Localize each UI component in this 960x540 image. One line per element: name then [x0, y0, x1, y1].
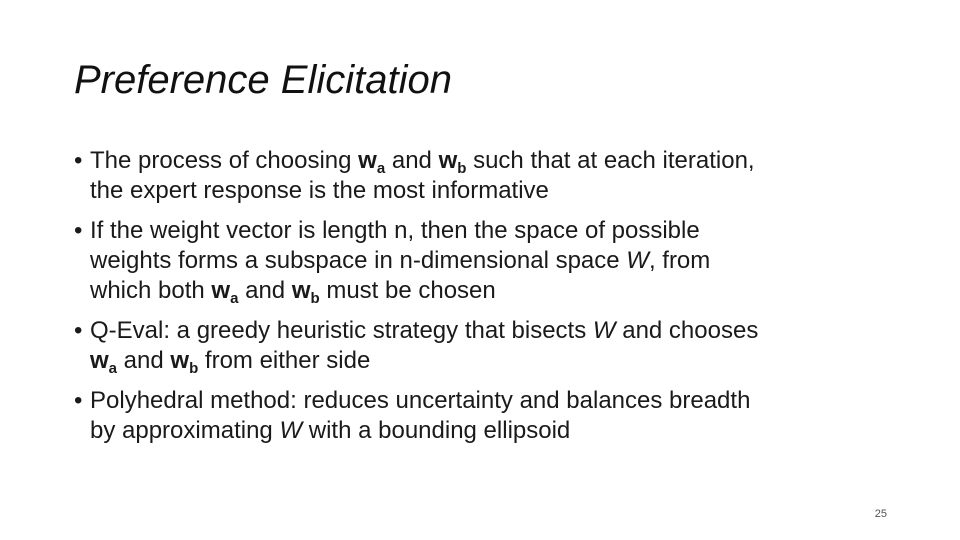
bullet-line: $w_a$ and $w_b$ from either side	[90, 347, 371, 377]
bullet-line: by approximating W with a bounding ellipsoid	[90, 417, 571, 444]
bullet-item	[74, 216, 904, 306]
bullet-line: weights forms a subspace in n-dimensional space W, from	[90, 247, 711, 274]
bullet-line: Q-Eval: a greedy heuristic strategy that bisects W and chooses	[90, 317, 759, 344]
bullet-dot: •	[74, 387, 83, 414]
bullet-line: which both $w_a$ and $w_b$ must be chosen	[90, 277, 496, 307]
bullet-dot: •	[74, 147, 83, 174]
bullet-line: The process of choosing $w_a$ and $w_b$ such that at each iteration,	[90, 147, 755, 177]
bullet-item	[74, 146, 904, 206]
bullet-dot: •	[74, 217, 83, 244]
bullet-line: the expert response is the most informative	[90, 177, 549, 204]
bullet-line: Polyhedral method: reduces uncertainty and balances breadth	[90, 387, 751, 414]
page-number: 25	[874, 508, 887, 520]
bullet-dot: •	[74, 317, 83, 344]
bullet-list	[74, 146, 904, 456]
bullet-line: If the weight vector is length n, then the space of possible	[90, 217, 700, 244]
bullet-item	[74, 386, 904, 446]
slide-title: Preference Elicitation	[74, 58, 452, 102]
bullet-item	[74, 316, 904, 376]
